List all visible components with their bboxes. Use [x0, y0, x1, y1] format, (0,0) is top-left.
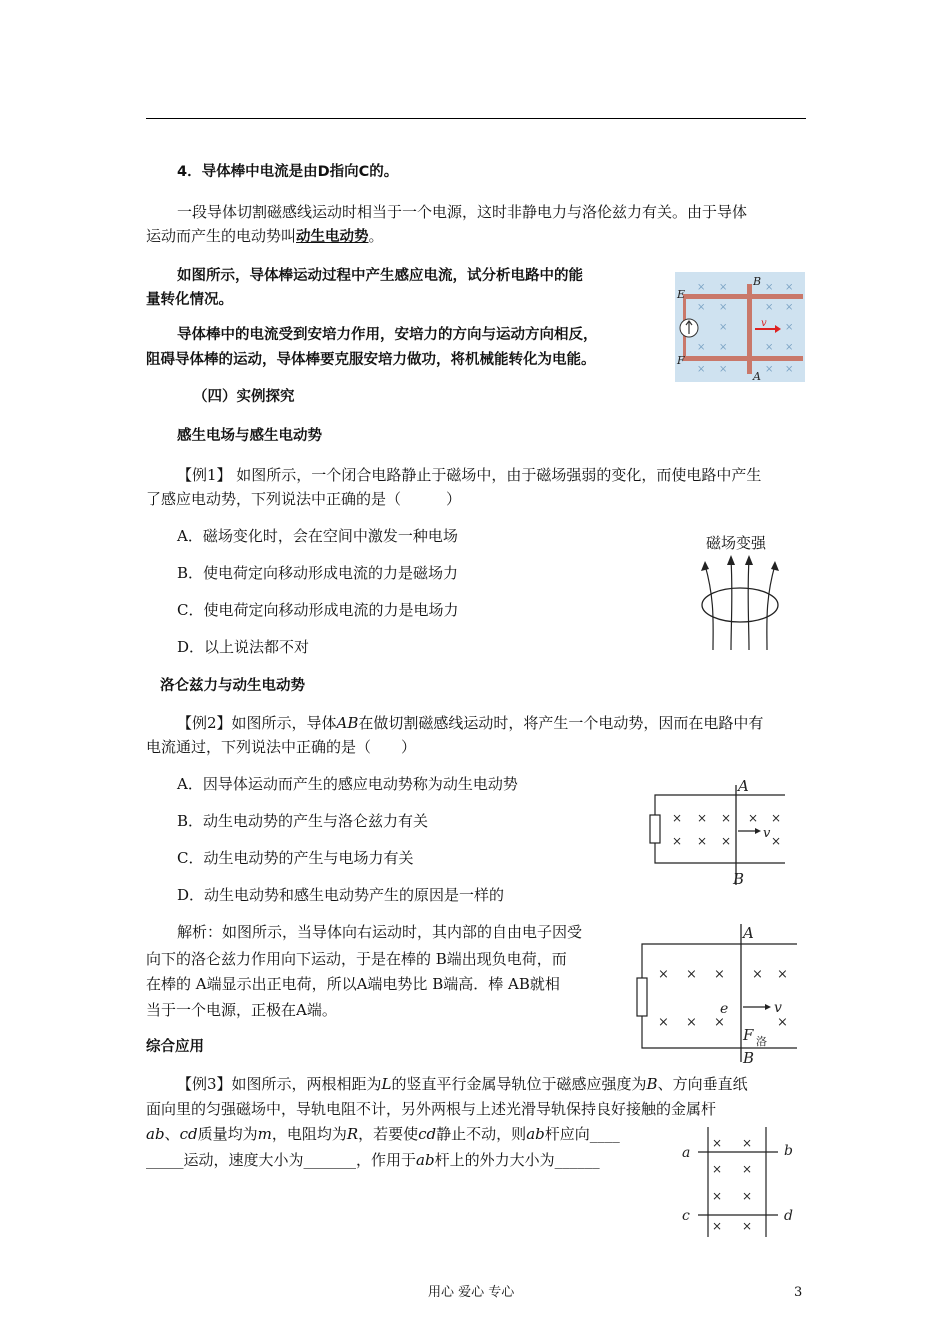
bottom-rail — [685, 356, 803, 361]
answer-line: 阻碍导体棒的运动，导体棒要克服安培力做功，将机械能转化为电能。 — [146, 352, 596, 368]
svg-text:×: × — [721, 811, 732, 825]
example-2-line: 【例2】如图所示，导体AB在做切割磁感线运动时，将产生一个电动势，因而在电路中有 — [177, 714, 764, 732]
top-rail — [685, 294, 803, 299]
subsection-title: 感生电场与感生电动势 — [177, 428, 322, 444]
label-electron: e — [720, 1001, 729, 1017]
label-B: B — [753, 275, 762, 288]
label-A: A — [738, 777, 749, 795]
paragraph-line: 运动而产生的电动势叫动生电动势。 — [146, 227, 384, 245]
svg-text:×: × — [771, 834, 782, 848]
answer-line: 导体棒中的电流受到安培力作用，安培力的方向与运动方向相反， — [177, 327, 598, 343]
option-A: A．因导体运动而产生的感应电动势称为动生电动势 — [177, 775, 518, 793]
label-A: A — [753, 370, 761, 382]
field-lines — [705, 559, 775, 650]
analysis-line: 当于一个电源，正极在A端。 — [146, 1001, 337, 1019]
svg-text:×: × — [697, 834, 708, 848]
label-E: E — [677, 288, 686, 301]
example-2-line: 电流通过，下列说法中正确的是（ ） — [146, 738, 417, 756]
svg-text:×: × — [765, 302, 774, 313]
field-crosses — [712, 1136, 752, 1233]
svg-text:×: × — [742, 1219, 753, 1233]
svg-text:×: × — [742, 1136, 753, 1150]
example-1-line: 了感应电动势，下列说法中正确的是（ ） — [146, 490, 462, 508]
svg-text:×: × — [771, 811, 782, 825]
svg-text:×: × — [697, 364, 706, 375]
label-B: B — [743, 1049, 755, 1065]
label-v: v — [774, 1000, 782, 1016]
svg-text:×: × — [719, 302, 728, 313]
svg-text:×: × — [714, 1015, 725, 1030]
page-number: 3 — [794, 1285, 803, 1300]
label-A: A — [743, 924, 754, 942]
option-D: D．以上说法都不对 — [177, 638, 310, 656]
label-F: F — [677, 354, 685, 367]
svg-text:×: × — [752, 967, 763, 982]
resistor — [637, 978, 647, 1016]
svg-text:×: × — [712, 1136, 723, 1150]
svg-text:×: × — [785, 302, 794, 313]
svg-text:×: × — [785, 364, 794, 375]
section-4-title: 4．导体棒中电流是由D指向C的。 — [177, 164, 399, 180]
svg-text:×: × — [785, 282, 794, 293]
resistor — [650, 815, 660, 843]
label-B: B — [733, 870, 745, 888]
svg-text:×: × — [748, 811, 759, 825]
option-B: B．动生电动势的产生与洛仑兹力有关 — [177, 812, 429, 830]
example-3-line: _____运动，速度大小为_______，作用于ab杆上的外力大小为______ — [146, 1151, 600, 1169]
svg-text:×: × — [686, 967, 697, 982]
svg-text:×: × — [697, 811, 708, 825]
svg-text:×: × — [719, 342, 728, 353]
label-F-subscript: 洛 — [756, 1035, 767, 1048]
figure-rail-circuit — [675, 272, 805, 382]
section-title: （四）实例探究 — [193, 389, 295, 405]
circuit-frame — [642, 944, 797, 1048]
option-C: C．使电荷定向移动形成电流的力是电场力 — [177, 601, 459, 619]
conductor-rod — [747, 284, 752, 374]
term-motional-emf: 动生电动势 — [296, 229, 369, 245]
svg-text:×: × — [712, 1162, 723, 1176]
example-1-line: 【例1】 如图所示，一个闭合电路静止于磁场中，由于磁场强弱的变化，而使电路中产生 — [177, 466, 762, 484]
header-rule — [146, 118, 806, 119]
svg-text:×: × — [765, 364, 774, 375]
figure-field-loop — [695, 555, 785, 655]
svg-text:×: × — [672, 811, 683, 825]
footer-text: 用心 爱心 专心 — [428, 1285, 515, 1300]
svg-text:×: × — [697, 282, 706, 293]
svg-text:×: × — [785, 322, 794, 333]
svg-text:×: × — [697, 342, 706, 353]
subsection-title: 综合应用 — [146, 1039, 204, 1055]
label-d: d — [784, 1208, 793, 1224]
svg-text:×: × — [719, 322, 728, 333]
svg-text:×: × — [765, 282, 774, 293]
svg-text:×: × — [712, 1189, 723, 1203]
example-3-line: 【例3】如图所示，两根相距为L的竖直平行金属导轨位于磁感应强度为B、方向垂直纸 — [177, 1075, 748, 1093]
paragraph-line: 一段导体切割磁感线运动时相当于一个电源，这时非静电力与洛伦兹力有关。由于导体 — [177, 203, 748, 221]
option-B: B．使电荷定向移动形成电流的力是磁场力 — [177, 564, 459, 582]
analysis-line: 在棒的 A端显示出正电荷，所以A端电势比 B端高．棒 AB就相 — [146, 975, 560, 993]
label-v: v — [761, 318, 767, 329]
svg-text:×: × — [712, 1219, 723, 1233]
option-C: C．动生电动势的产生与电场力有关 — [177, 849, 414, 867]
svg-text:×: × — [742, 1189, 753, 1203]
figure-vertical-rails — [676, 1125, 801, 1240]
svg-text:×: × — [765, 342, 774, 353]
svg-text:×: × — [658, 1015, 669, 1030]
svg-text:×: × — [686, 1015, 697, 1030]
svg-text:×: × — [719, 282, 728, 293]
label-b: b — [784, 1143, 793, 1159]
option-D: D．动生电动势和感生电动势产生的原因是一样的 — [177, 886, 505, 904]
example-3-line: ab、cd质量均为m，电阻均为R，若要使cd静止不动，则ab杆应向____ — [146, 1125, 620, 1143]
svg-text:×: × — [777, 1015, 788, 1030]
svg-text:×: × — [658, 967, 669, 982]
analysis-line: 解析：如图所示，当导体向右运动时，其内部的自由电子因受 — [177, 923, 583, 941]
figure-moving-rod — [645, 775, 790, 890]
label-v: v — [763, 826, 771, 841]
field-crosses — [658, 967, 788, 1030]
label-F: F — [743, 1026, 754, 1044]
question-line: 量转化情况。 — [146, 292, 233, 308]
question-line: 如图所示，导体棒运动过程中产生感应电流，试分析电路中的能 — [177, 268, 583, 284]
svg-text:×: × — [672, 834, 683, 848]
analysis-line: 向下的洛仑兹力作用向下运动，于是在棒的 B端出现负电荷，而 — [146, 950, 567, 968]
svg-text:×: × — [777, 967, 788, 982]
svg-text:×: × — [721, 834, 732, 848]
label-a: a — [682, 1145, 691, 1161]
svg-text:×: × — [697, 302, 706, 313]
field-arrowheads — [701, 555, 779, 571]
svg-text:×: × — [742, 1162, 753, 1176]
example-3-line: 面向里的匀强磁场中，导轨电阻不计，另外两根与上述光滑导轨保持良好接触的金属杆 — [146, 1100, 717, 1118]
svg-text:×: × — [719, 364, 728, 375]
subsection-title: 洛仑兹力与动生电动势 — [160, 678, 305, 694]
figure-caption: 磁场变强 — [706, 534, 767, 552]
label-c: c — [682, 1208, 690, 1224]
svg-text:×: × — [714, 967, 725, 982]
svg-text:×: × — [785, 342, 794, 353]
option-A: A．磁场变化时，会在空间中激发一种电场 — [177, 527, 458, 545]
